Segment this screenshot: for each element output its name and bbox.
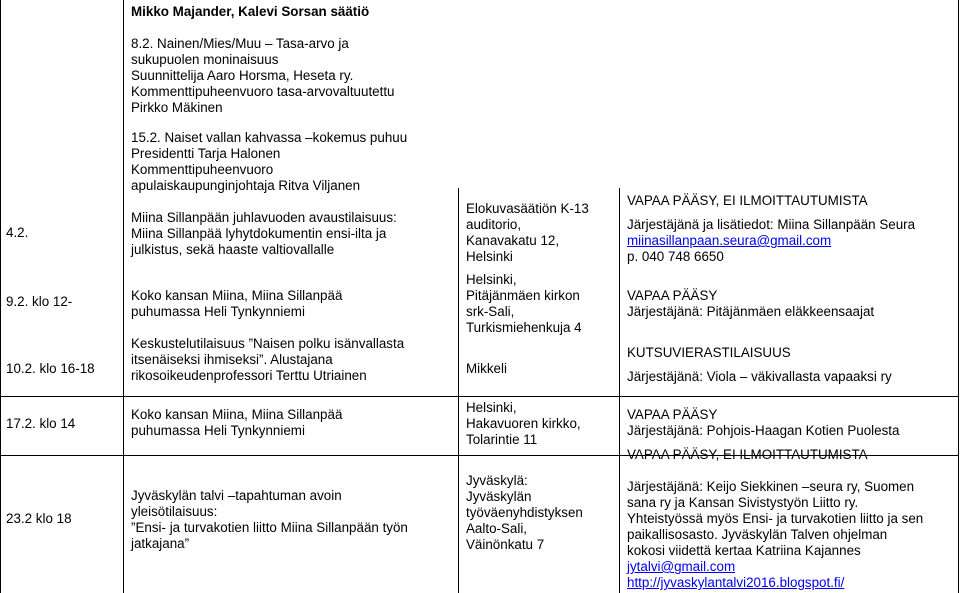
info-line: Yhteistyössä myös Ensi- ja turvakotien liitto ja sen xyxy=(627,511,924,526)
info-line: Järjestäjänä: Pohjois-Haagan Kotien Puolesta xyxy=(627,423,900,438)
place-cell xyxy=(466,473,583,553)
place-cell xyxy=(466,361,507,377)
info-cell xyxy=(627,407,899,439)
place-line: Kanavakatu 12, xyxy=(466,233,560,248)
place-line: Tolarintie 11 xyxy=(466,432,538,447)
place-line: Turkismiehenkuja 4 xyxy=(466,320,582,335)
date-cell: 10.2. klo 16-18 xyxy=(6,361,95,376)
event-line: itsenäiseksi ihmiseksi”. Alustajana xyxy=(131,352,333,367)
place-line: auditorio, xyxy=(466,217,522,232)
admission-label: VAPAA PÄÄSY xyxy=(627,407,718,422)
admission-label: VAPAA PÄÄSY, EI ILMOITTAUTUMISTA xyxy=(627,447,868,462)
place-line: Pitäjänmäen kirkon xyxy=(466,288,580,303)
event-cell xyxy=(131,210,397,258)
event-cell-8-2 xyxy=(131,36,395,116)
event-line: puhumassa Heli Tynkynniemi xyxy=(131,304,305,319)
place-cell xyxy=(466,272,582,336)
place-line: Helsinki, xyxy=(466,400,517,415)
date-cell: 9.2. klo 12- xyxy=(6,294,73,309)
email-link[interactable]: miinasillanpaan.seura@gmail.com xyxy=(627,233,832,248)
info-line: Järjestäjänä ja lisätiedot: Miina Sillanpään Seura xyxy=(627,217,916,232)
event-cell xyxy=(131,336,404,384)
page-title: Mikko Majander, Kalevi Sorsan säätiö xyxy=(131,4,370,19)
website-link[interactable]: http://jyvaskylantalvi2016.blogspot.fi/ xyxy=(627,575,845,590)
event-cell xyxy=(131,288,342,320)
row-divider-1 xyxy=(0,396,959,397)
info-cell xyxy=(627,193,915,265)
info-line: Järjestäjänä: Viola – väkivallasta vapaaksi ry xyxy=(627,369,892,384)
event-line: puhumassa Heli Tynkynniemi xyxy=(131,423,305,438)
table-border-left xyxy=(0,0,1,593)
event-line: jatkajana” xyxy=(131,536,190,551)
info-cell xyxy=(627,447,923,591)
event-line: rikosoikeudenprofessori Terttu Utriainen xyxy=(131,368,367,383)
place-line: Väinönkatu 7 xyxy=(466,537,545,552)
phone-number: p. 040 748 6650 xyxy=(627,249,724,264)
event-line: Jyväskylän talvi –tapahtuman avoin xyxy=(131,488,342,503)
event-line: Keskustelutilaisuus ”Naisen polku isänvallasta xyxy=(131,336,405,351)
event-line: 8.2. Nainen/Mies/Muu – Tasa-arvo ja xyxy=(131,36,349,51)
info-cell xyxy=(627,288,874,320)
place-line: Jyväskylä: xyxy=(466,473,528,488)
info-cell xyxy=(627,345,892,385)
info-line: kokosi viidettä kertaa Katriina Kajannes xyxy=(627,543,861,558)
place-line: Jyväskylän xyxy=(466,489,532,504)
event-line: yleisötilaisuus: xyxy=(131,504,218,519)
event-line: 15.2. Naiset vallan kahvassa –kokemus puhuu xyxy=(131,130,408,145)
event-line: sukupuolen moninaisuus xyxy=(131,52,279,67)
place-line: Mikkeli xyxy=(466,361,507,376)
place-line: Helsinki xyxy=(466,249,513,264)
info-line: Järjestäjänä: Pitäjänmäen eläkkeensaajat xyxy=(627,304,875,319)
event-line: Koko kansan Miina, Miina Sillanpää xyxy=(131,288,343,303)
event-line: apulaiskaupunginjohtaja Ritva Viljanen xyxy=(131,178,361,193)
admission-label: VAPAA PÄÄSY xyxy=(627,288,718,303)
column-divider-1 xyxy=(123,0,124,593)
event-line: ”Ensi- ja turvakotien liitto Miina Sillanpään työn xyxy=(131,520,408,535)
event-cell xyxy=(131,488,408,552)
event-line: Kommenttipuheenvuoro xyxy=(131,162,274,177)
place-line: Elokuvasäätiön K-13 xyxy=(466,201,589,216)
place-line: työväenyhdistyksen xyxy=(466,505,583,520)
place-line: srk-Sali, xyxy=(466,304,515,319)
event-line: Miina Sillanpään juhlavuoden avaustilaisuus: xyxy=(131,210,397,225)
place-cell xyxy=(466,400,581,448)
place-line: Aalto-Sali, xyxy=(466,521,528,536)
date-cell: 17.2. klo 14 xyxy=(6,416,76,431)
column-divider-3 xyxy=(619,188,620,593)
info-line: paikallisosasto. Jyväskylän Talven ohjelman xyxy=(627,527,888,542)
event-line: Presidentti Tarja Halonen xyxy=(131,146,281,161)
event-line: Koko kansan Miina, Miina Sillanpää xyxy=(131,407,343,422)
event-cell xyxy=(131,407,342,439)
table-border-right xyxy=(958,0,959,593)
place-cell xyxy=(466,201,589,265)
admission-label: KUTSUVIERASTILAISUUS xyxy=(627,345,791,360)
email-link[interactable]: jytalvi@gmail.com xyxy=(627,559,736,574)
event-line: Kommenttipuheenvuoro tasa-arvovaltuutettu xyxy=(131,84,395,99)
date-cell: 4.2. xyxy=(6,225,29,240)
admission-label: VAPAA PÄÄSY, EI ILMOITTAUTUMISTA xyxy=(627,193,868,208)
place-line: Helsinki, xyxy=(466,272,517,287)
info-line: Järjestäjänä: Keijo Siekkinen –seura ry, Suomen xyxy=(627,479,915,494)
event-line: Miina Sillanpää lyhytdokumentin ensi-ilta ja xyxy=(131,226,387,241)
place-line: Hakavuoren kirkko, xyxy=(466,416,581,431)
column-divider-2 xyxy=(458,188,459,593)
date-cell: 23.2 klo 18 xyxy=(6,511,72,526)
event-cell-15-2 xyxy=(131,130,407,194)
event-line: Pirkko Mäkinen xyxy=(131,100,223,115)
event-line: julkistus, sekä haaste valtiovallalle xyxy=(131,242,335,257)
info-line: sana ry ja Kansan Sivistystyön Liitto ry. xyxy=(627,495,859,510)
event-line: Suunnittelija Aaro Horsma, Heseta ry. xyxy=(131,68,354,83)
